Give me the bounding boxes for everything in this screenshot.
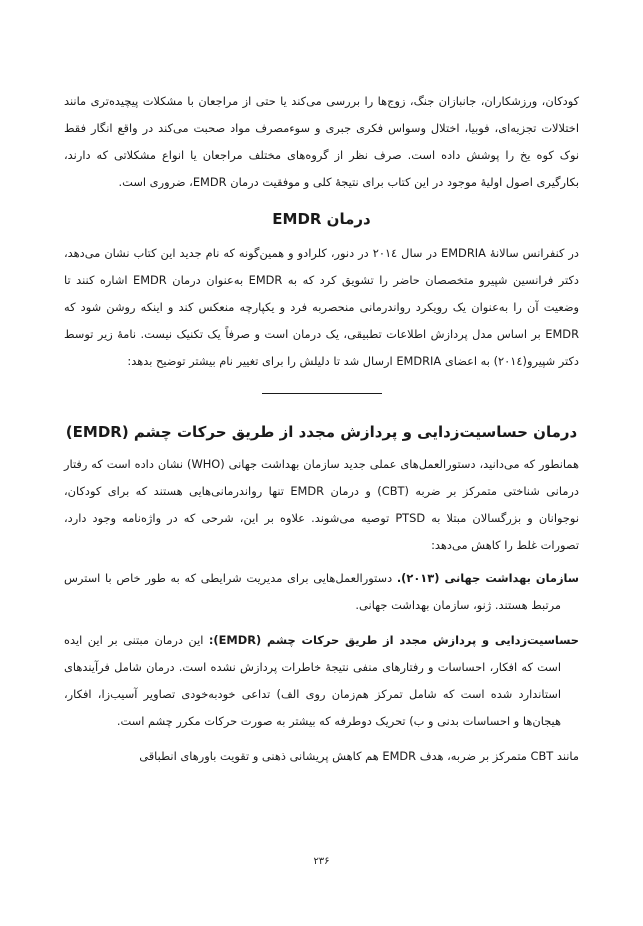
intro-paragraph: کودکان، ورزشکاران، جانبازان جنگ، زوج‌ها را بررسی می‌کند یا حتی از مراجعان با مشکلات پیچیده‌تری مانند اختلالات تجزیه‌ای، فوبیا، اختلال وسواس فکری جبری و سوء‌مصرف مواد صحبت می‌کند در واقع انگار فقط نوک کوه یخ را پوشش داده است. صرف نظر از گروه‌های مختلف مراجعان یا انواع مشکلاتی که دارند، بکارگیری اصول اولیهٔ موجود در این کتاب برای نتیجهٔ کلی و موفقیت درمان EMDR، ضروری است. (64, 94, 579, 189)
definition-emdr (64, 627, 579, 735)
glossary-definitions (64, 565, 579, 735)
closing-paragraph: مانند CBT متمرکز بر ضربه، هدف EMDR هم کاهش پریشانی ذهنی و تقویت باورهای انطباقی (139, 749, 579, 763)
definition-term: سازمان بهداشت جهانی (۲۰۱۳). (396, 571, 579, 585)
page-number: ۲۳۶ (313, 856, 330, 867)
section-heading-emdr-therapy: درمان EMDR (272, 210, 371, 228)
section-heading-emdr-full-name: درمان حساسیت‌زدایی و پردازش مجدد از طریق حرکات چشم (EMDR) (65, 423, 578, 441)
separator-rule (262, 393, 382, 394)
emdr-therapy-paragraph: در کنفرانس سالانهٔ EMDRIA در سال ۲۰۱٤ در دنور، کلرادو و همین‌گونه که نام جدید این کتاب نشان می‌دهد، دکتر فرانسین شپیرو متخصصان حاضر را تشویق کرد که به EMDR به‌عنوان درمان EMDR اشاره کنند تا وضعیت آن را به‌عنوان یک رویکرد رواندرمانی منحصربه فرد و یکپارچه منعکس کند و اینکه روشن شود که EMDR بر اساس مدل پردازش اطلاعات تطبیقی، یک درمان است و صرفاً یک تکنیک نیست. نامهٔ زیر توسط دکتر شپیرو(۲۰۱٤) به اعضای EMDRIA ارسال شد تا دلیلش را برای تغییر نام بیشتر توضیح بدهد: (64, 246, 579, 368)
page-body (64, 88, 579, 770)
definition-term: حساسیت‌زدایی و پردازش مجدد از طریق حرکات چشم (EMDR): (208, 633, 579, 647)
who-guidelines-paragraph: همانطور که می‌دانید، دستورالعمل‌های عملی جدید سازمان بهداشت جهانی (WHO) نشان داده است که رفتار درمانی شناختی متمرکز بر ضربه (CBT) و درمان EMDR تنها رواندرمانی‌هایی هستند که برای کودکان، نوجوانان و بزرگسالان مبتلا به PTSD توصیه می‌شوند. علاوه بر این، شرحی که در واژه‌نامه وجود دارد، تصورات غلط را کاهش می‌دهد: (64, 457, 579, 552)
definition-text: این درمان مبتنی بر این ایده است که افکار، احساسات و رفتارهای منفی نتیجهٔ خاطرات پردازش نشده است. درمان شامل فرآیندهای استاندارد شده است که شامل تمرکز هم‌زمان روی الف) تداعی خودبه‌خودی تصاویر آسیب‌زا، افکار، هیجان‌ها و احساسات بدنی و ب) تحریک دوطرفه که بیشتر به صورت حرکات مکرر چشم است. (64, 633, 561, 728)
definition-text: دستورالعمل‌هایی برای مدیریت شرایطی که به طور خاص با استرس مرتبط هستند. ژنو، سازمان بهداشت جهانی. (64, 571, 561, 612)
separator-rule-wrap (64, 375, 579, 403)
definition-who (64, 565, 579, 619)
